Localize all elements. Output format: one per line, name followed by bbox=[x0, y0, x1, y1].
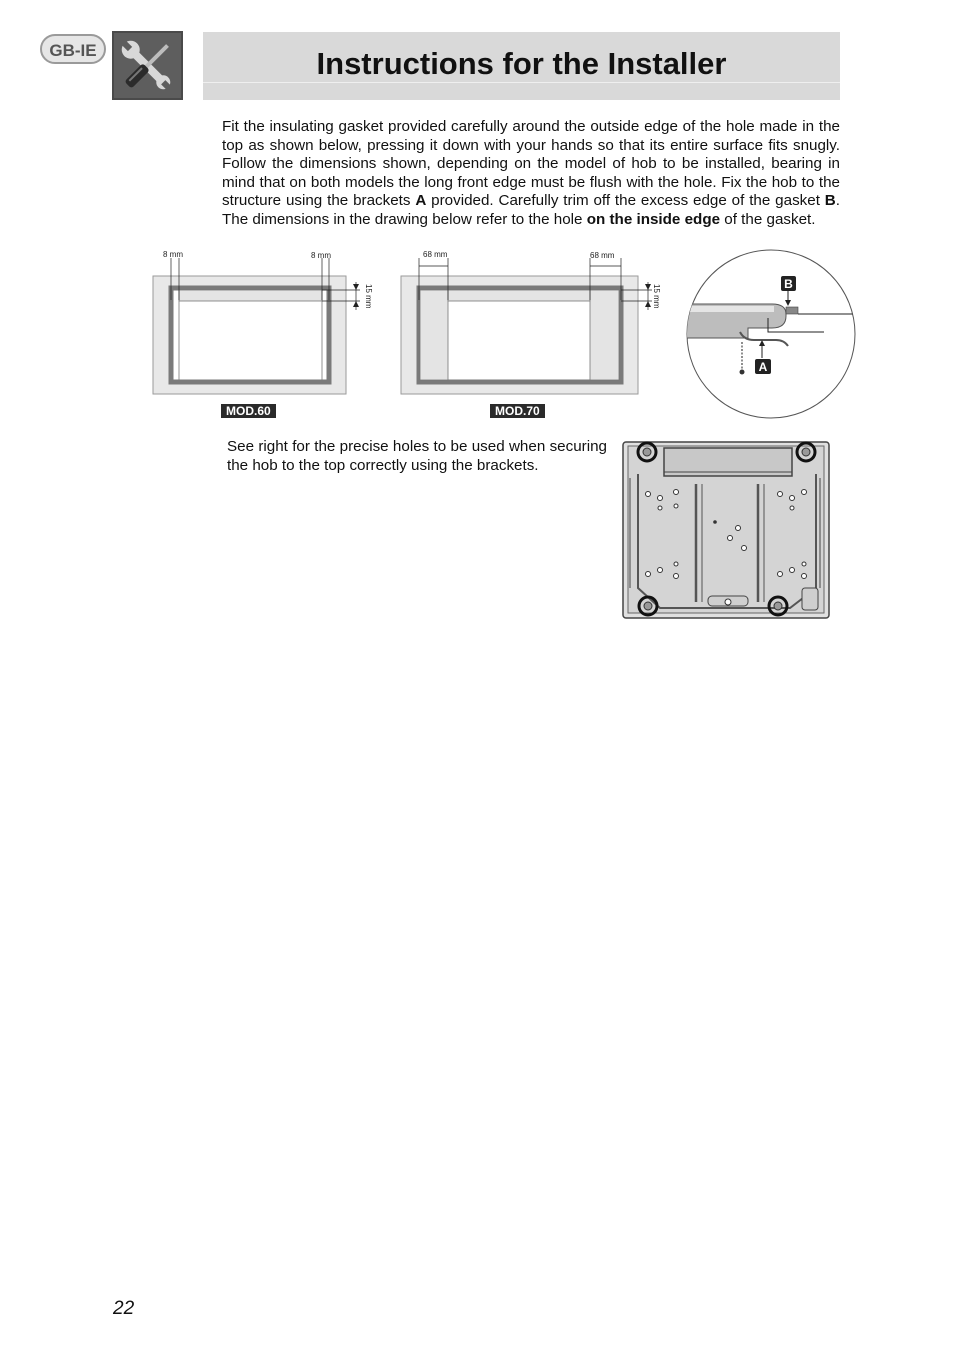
brackets-paragraph: See right for the precise holes to be used when securing the hob to the top correctly using the brackets. bbox=[227, 438, 607, 474]
title-rule bbox=[203, 82, 840, 83]
page-title: Instructions for the Installer bbox=[316, 46, 727, 81]
page-number: 22 bbox=[113, 1298, 135, 1319]
dim-label-side: 15 mm bbox=[364, 284, 373, 309]
paragraph-text: Fit the insulating gasket provided carefully around the outside edge of the hole made in the top as shown below, pressing it down with your hands so that its entire surface fits snugly. Follow the dimensions shown, depending on the model of hob to be installed, bearing in mind that on both models the long front edge must be flush with the hole. Fix the hob to the structure using the brackets bbox=[222, 118, 840, 210]
gasket-b-ref: B bbox=[824, 192, 836, 210]
mod60-diagram bbox=[150, 248, 380, 400]
paragraph-text: of the gasket. bbox=[720, 210, 816, 228]
dim-label-right: 68 mm bbox=[590, 251, 615, 260]
label-a: A bbox=[758, 360, 768, 374]
installation-paragraph bbox=[222, 118, 840, 230]
bracket-a-ref: A bbox=[415, 192, 427, 210]
hob-underside-diagram bbox=[620, 438, 834, 622]
mod70-label: MOD.70 bbox=[490, 404, 545, 418]
dim-label-left: 8 mm bbox=[163, 250, 183, 259]
dim-label-right: 8 mm bbox=[311, 251, 331, 260]
screwdriver-wrench-icon bbox=[112, 31, 183, 100]
gasket-detail-diagram bbox=[684, 248, 858, 422]
dim-label-side: 15 mm bbox=[652, 284, 661, 309]
title-bar bbox=[203, 32, 840, 100]
mod70-diagram bbox=[398, 248, 668, 400]
inside-edge-emphasis: on the inside edge bbox=[586, 210, 721, 228]
label-b: B bbox=[784, 277, 793, 291]
paragraph-text: . The dimensions in the drawing below refer to the hole bbox=[222, 192, 840, 228]
paragraph-text: provided. Carefully trim off the excess edge of the gasket bbox=[426, 192, 825, 210]
dim-label-left: 68 mm bbox=[423, 250, 448, 259]
language-badge: GB-IE bbox=[40, 34, 106, 64]
mod60-label: MOD.60 bbox=[221, 404, 276, 418]
